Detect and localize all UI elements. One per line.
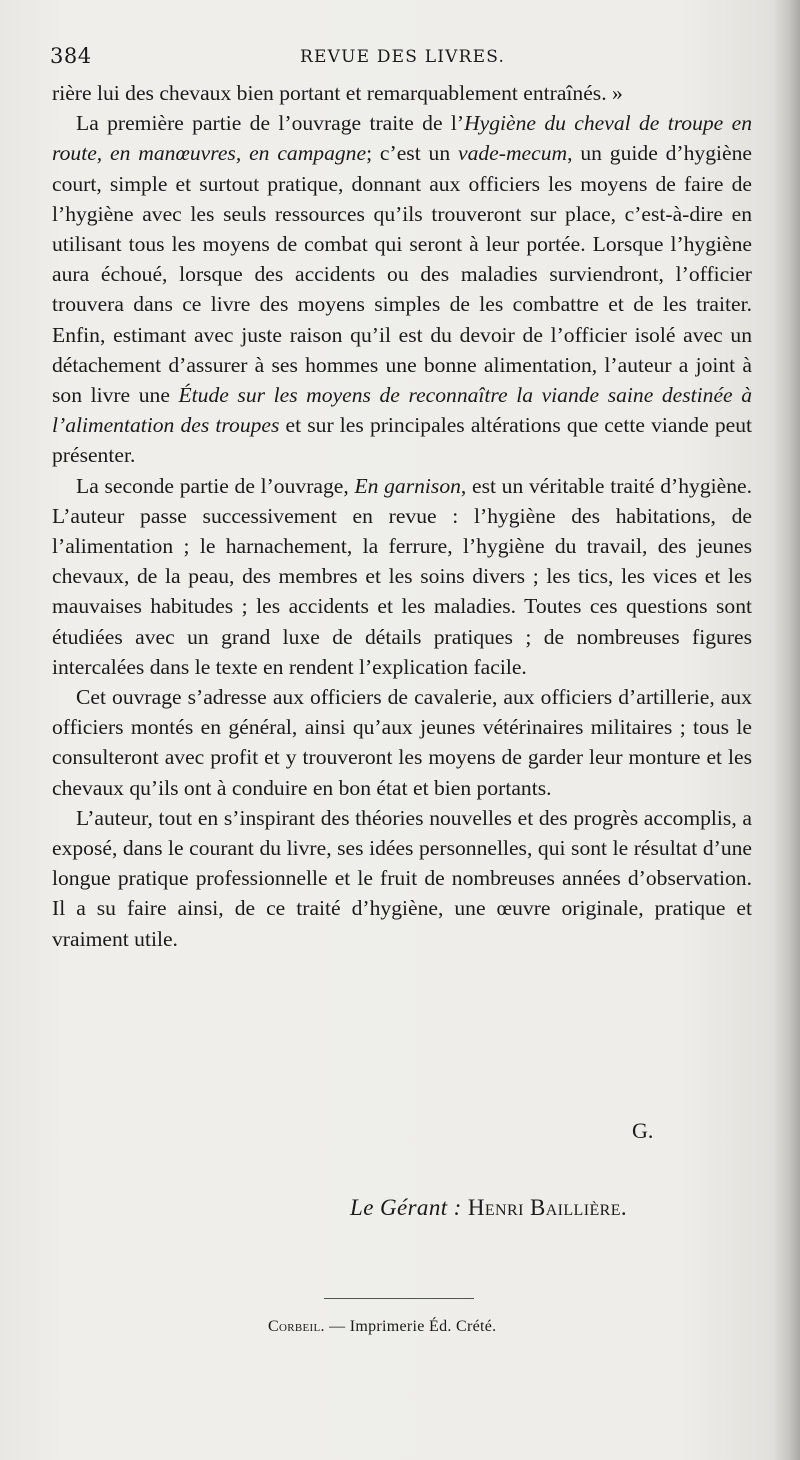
- running-head: REVUE DES LIVRES.: [300, 47, 506, 67]
- paragraph-text: , est un véritable traité d’hygiène. L’auteur passe successivement en revue : l’hygiène des habitations, de l’alimentation ; le harnachement, la ferrure, l’hygiène du travail, des jeunes chevaux, de la peau, des membres et les soins divers ; les tics, les vices et les mauvaises habitudes ; les accidents et les maladies. Toutes ces questions sont étudiées avec un grand luxe de détails pratiques ; de nombreuses figures intercalées dans le texte en rendent l’explication facile.: [52, 473, 752, 679]
- paragraph-text: ; c’est un: [366, 141, 458, 166]
- paragraph-audience: [52, 682, 752, 803]
- paragraph-text: , un guide d’hygiène court, simple et surtout pratique, donnant aux officiers les moyens de faire de l’hygiène avec les seuls ressources qu’ils trouveront sur place, c’est-à-dire en utilisant tous les moyens de combat qui seront à leur portée. Lorsque l’hygiène aura échoué, lorsque des accidents ou des maladies surviendront, l’officier trouvera dans ce livre des moyens simples de les combattre et de les traiter. Enfin, estimant avec juste raison qu’il est du devoir de l’officier isolé avec un détachement d’assurer à ses hommes une bonne alimentation, l’auteur a joint à son livre une: [52, 141, 752, 408]
- paragraph-text: Cet ouvrage s’adresse aux officiers de cavalerie, aux officiers d’artillerie, aux officiers montés en général, ainsi qu’aux jeunes vétérinaires militaires ; tous le consulteront avec profit et y trouveront les moyens de garder leur monture et les chevaux qu’ils ont à conduire en bon état et bien portants.: [52, 685, 752, 800]
- review-body: [52, 78, 752, 954]
- paragraph-text: rière lui des chevaux bien portant et remarquablement entraînés. »: [52, 81, 623, 105]
- paragraph-text: La seconde partie de l’ouvrage,: [76, 473, 355, 498]
- printer-line: [268, 1318, 496, 1336]
- paragraph-text: La première partie de l’ouvrage traite de l’: [76, 111, 465, 136]
- paragraph-conclusion: [52, 803, 752, 954]
- paragraph-text: L’auteur, tout en s’inspirant des théories nouvelles et des progrès accomplis, a exposé, dans le courant du livre, ses idées personnelles, qui sont le résultat d’une longue pratique professionnelle et le fruit de nombreuses années d’observation. Il a su faire ainsi, de ce traité d’hygiène, une œuvre originale, pratique et vraiment utile.: [52, 805, 752, 951]
- italic-title-text: Hygiène du cheval de troupe en route, en manœuvres, en campagne: [52, 111, 752, 166]
- printer-dash: —: [329, 1318, 346, 1335]
- page-edge-shadow: [774, 0, 800, 1460]
- paragraph-second-part: [52, 471, 752, 682]
- gerant-name: Henri Baillière.: [467, 1195, 628, 1220]
- italic-title-text: vade-mecum: [458, 141, 568, 166]
- page-header: [40, 38, 748, 74]
- printer-imprint: Imprimerie Éd. Crété.: [349, 1318, 497, 1335]
- reviewer-initial: G.: [632, 1118, 654, 1143]
- page-number: 384: [50, 44, 92, 68]
- printer-city: Corbeil.: [268, 1318, 325, 1335]
- italic-title-text: Étude sur les moyens de reconnaître la viande saine destinée à l’alimentation des troupes: [52, 383, 752, 438]
- paragraph-continuation: [52, 78, 752, 108]
- paragraph-first-part: [52, 108, 752, 470]
- paragraph-text: et sur les principales altérations que cette viande peut présenter.: [52, 413, 752, 468]
- gerant-label: Le Gérant :: [350, 1195, 462, 1220]
- italic-title-text: En garnison: [354, 473, 461, 498]
- gerant-line: [350, 1195, 627, 1221]
- footer-rule: [324, 1298, 474, 1299]
